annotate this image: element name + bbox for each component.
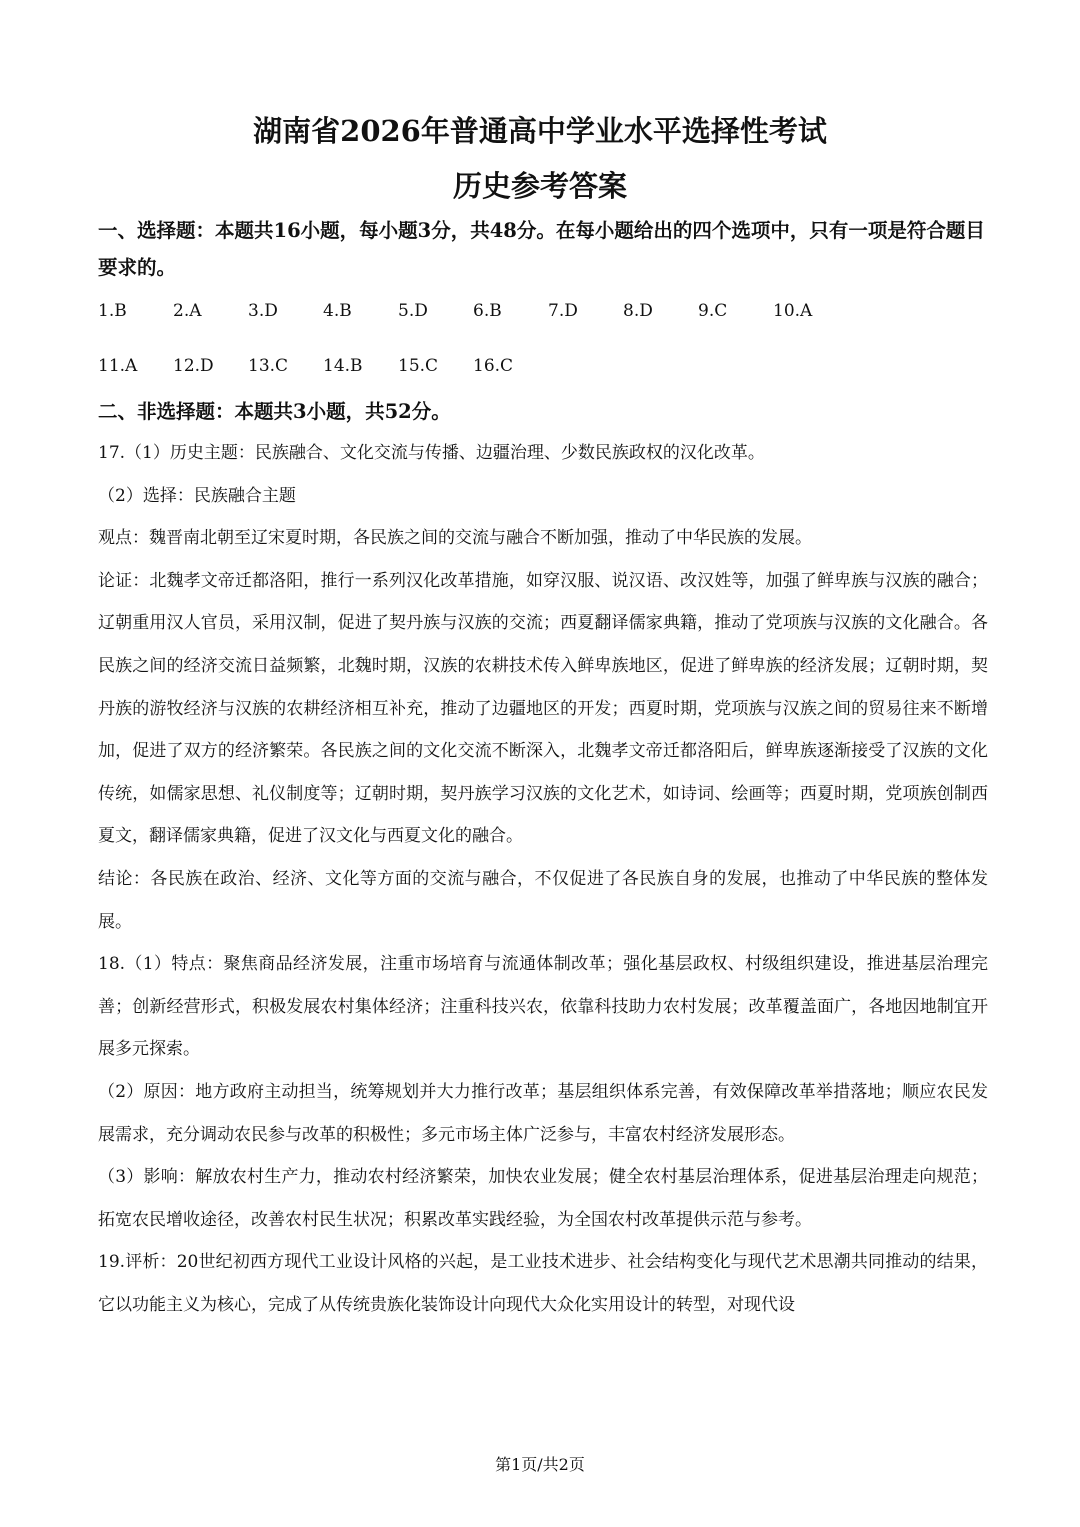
answer-item: 14.B	[323, 356, 363, 376]
answer-item: 13.C	[248, 356, 289, 376]
answer-item: 15.C	[398, 356, 439, 376]
answer-row-2	[98, 353, 548, 379]
answer-item: 7.D	[548, 301, 578, 321]
answer-item: 3.D	[248, 301, 278, 321]
section-heading-free-response: 二、非选择题：本题共3小题，共52分。	[98, 400, 451, 423]
answer-item: 16.C	[473, 356, 514, 376]
paragraph-18-1: 18.（1）特点：聚焦商品经济发展，注重市场培育与流通体制改革；强化基层政权、村级组织建设，推进基层治理完善；创新经营形式，积极发展农村集体经济；注重科技兴农，依靠科技助力农村发展；改革覆盖面广，各地因地制宜开展多元探索。	[98, 954, 988, 1060]
answer-item: 12.D	[173, 356, 214, 376]
paragraph-viewpoint: 观点：魏晋南北朝至辽宋夏时期，各民族之间的交流与融合不断加强，推动了中华民族的发展。	[98, 528, 812, 549]
page-subtitle: 历史参考答案	[452, 169, 627, 203]
paragraph-19: 19.评析：20世纪初西方现代工业设计风格的兴起，是工业技术进步、社会结构变化与现代艺术思潮共同推动的结果，它以功能主义为核心，完成了从传统贵族化装饰设计向现代大众化实用设计的转型，对现代设	[98, 1252, 988, 1315]
paragraph-17-1: 17.（1）历史主题：民族融合、文化交流与传播、边疆治理、少数民族政权的汉化改革。	[98, 443, 765, 463]
page-title: 湖南省2026年普通高中学业水平选择性考试	[253, 114, 827, 148]
answer-item: 8.D	[623, 301, 653, 321]
answer-item: 10.A	[773, 301, 813, 321]
answer-item: 4.B	[323, 301, 352, 321]
paragraph-conclusion: 结论：各民族在政治、经济、文化等方面的交流与融合，不仅促进了各民族自身的发展，也推动了中华民族的整体发展。	[98, 868, 988, 932]
answer-item: 1.B	[98, 301, 127, 321]
answer-item: 11.A	[98, 356, 138, 376]
answer-item: 2.A	[173, 301, 202, 321]
answer-item: 5.D	[398, 301, 428, 321]
answer-body	[98, 432, 988, 1326]
section-heading-multiple-choice: 一、选择题：本题共16小题，每小题3分，共48分。在每小题给出的四个选项中，只有一项是符合题目要求的。	[98, 219, 985, 279]
page-number: 第1页/共2页	[495, 1455, 585, 1474]
paragraph-argument: 论证：北魏孝文帝迁都洛阳，推行一系列汉化改革措施，如穿汉服、说汉语、改汉姓等，加强了鲜卑族与汉族的融合；辽朝重用汉人官员，采用汉制，促进了契丹族与汉族的交流；西夏翻译儒家典籍，推动了党项族与汉族的文化融合。各民族之间的经济交流日益频繁，北魏时期，汉族的农耕技术传入鲜卑族地区，促进了鲜卑族的经济发展；辽朝时期，契丹族的游牧经济与汉族的农耕经济相互补充，推动了边疆地区的开发；西夏时期，党项族与汉族之间的贸易往来不断增加，促进了双方的经济繁荣。各民族之间的文化交流不断深入，北魏孝文帝迁都洛阳后，鲜卑族逐渐接受了汉族的文化传统，如儒家思想、礼仪制度等；辽朝时期，契丹族学习汉族的文化艺术，如诗词、绘画等；西夏时期，党项族创制西夏文，翻译儒家典籍，促进了汉文化与西夏文化的融合。	[98, 570, 988, 847]
paragraph-17-2: （2）选择：民族融合主题	[98, 485, 296, 506]
answer-item: 6.B	[473, 301, 502, 321]
paragraph-18-3: （3）影响：解放农村生产力，推动农村经济繁荣，加快农业发展；健全农村基层治理体系，促进基层治理走向规范；拓宽农民增收途径，改善农村民生状况；积累改革实践经验，为全国农村改革提供示范与参考。	[98, 1167, 988, 1230]
answer-item: 9.C	[698, 301, 728, 321]
paragraph-18-2: （2）原因：地方政府主动担当，统筹规划并大力推行改革；基层组织体系完善，有效保障改革举措落地；顺应农民发展需求，充分调动农民参与改革的积极性；多元市场主体广泛参与，丰富农村经济发展形态。	[98, 1081, 988, 1145]
answer-row-1	[98, 298, 848, 324]
